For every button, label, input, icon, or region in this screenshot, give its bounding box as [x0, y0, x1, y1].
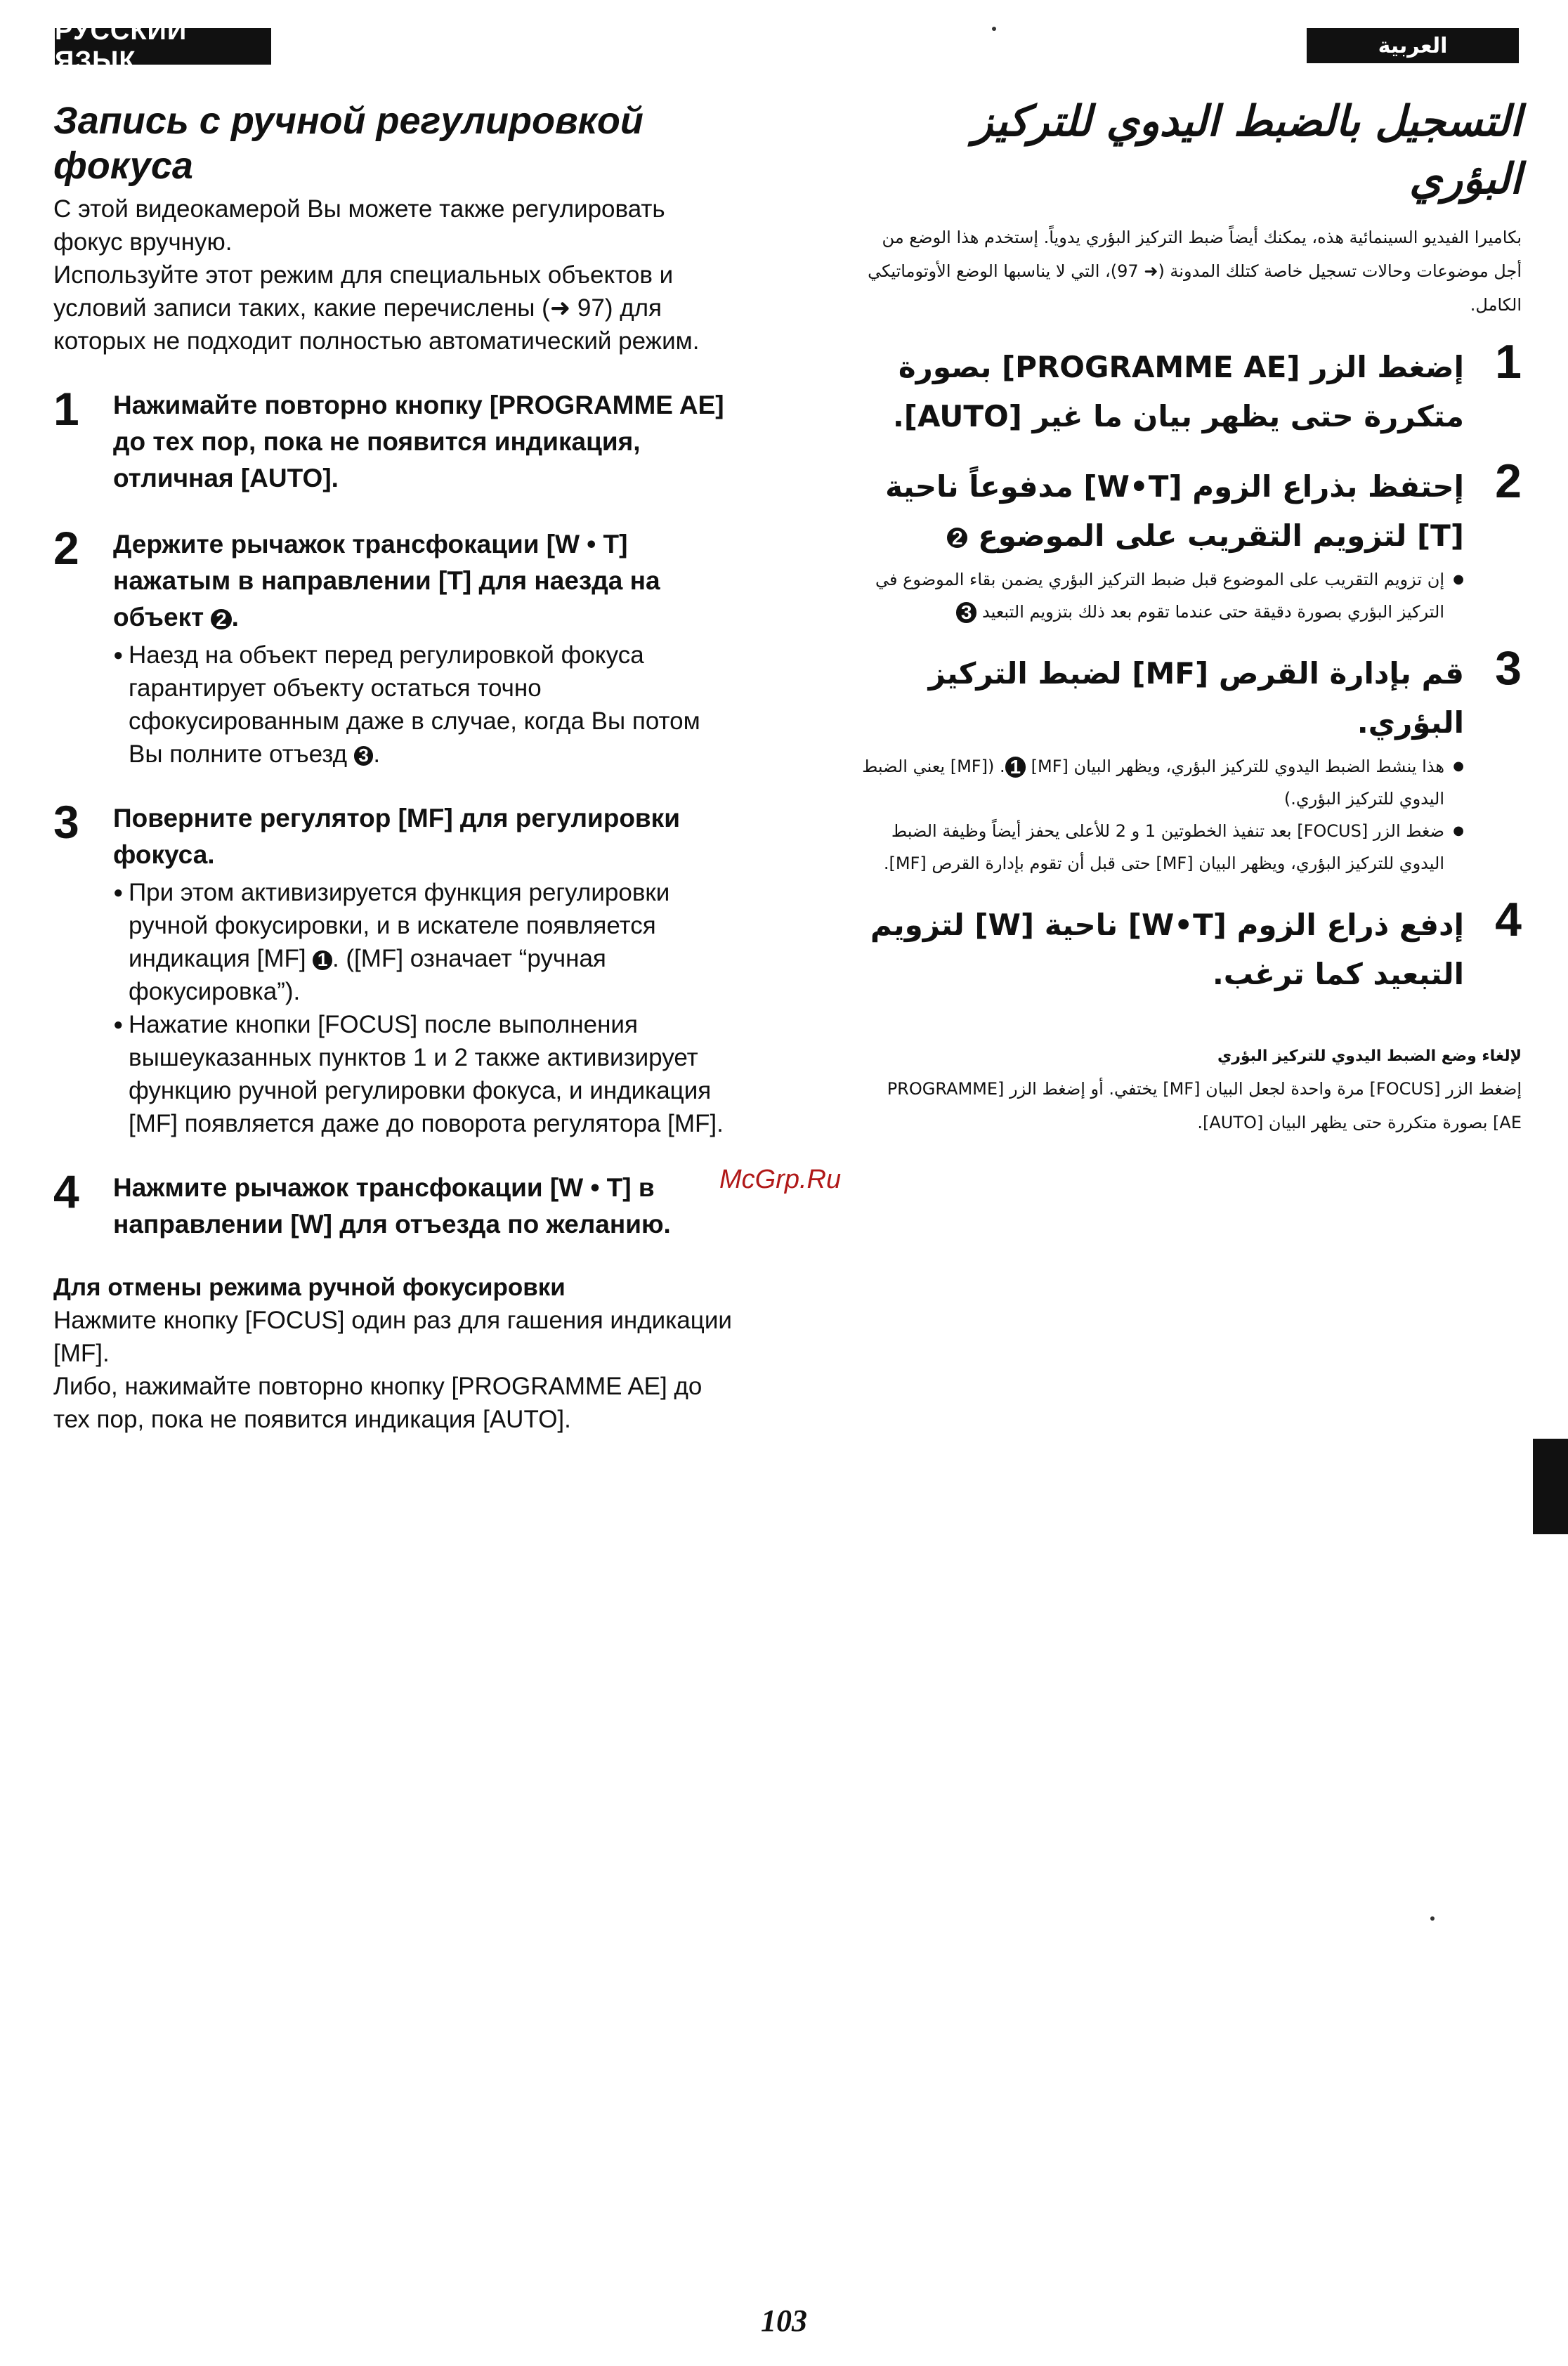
page-number: 103 [761, 2303, 807, 2338]
ru-step-heading-text: Держите рычажок трансфокации [W • T] нажатым в направлении [T] для наезда на объект [113, 530, 660, 632]
ru-cancel-text-2: Либо, нажимайте повторно кнопку [PROGRAMME AE] до тех пор, пока не появится индикация [AUTO]. [53, 1373, 703, 1433]
ar-bullet [858, 750, 1464, 815]
ru-bullet-end: . ([MF] означает “ручная фокусировка”). [129, 945, 606, 1005]
ru-step-heading: Нажимайте повторно кнопку [PROGRAMME AE] до тех пор, пока не появится индикация, отличная [AUTO]. [113, 391, 724, 492]
ar-bullet-text: هذا ينشط الضبط اليدوي للتركيز البؤري، ويظهر البيان [MF] [1031, 757, 1444, 776]
ar-step-heading: إدفع ذراع الزوم [W•T] ناحية [W] لتزويم التبعيد كما ترغب. [870, 908, 1464, 991]
ar-step-heading: إضغط الزر [PROGRAMME AE] بصورة متكررة حتى يظهر بيان ما غير [AUTO]. [892, 350, 1464, 433]
arabic-language-tab: العربية [1307, 28, 1519, 63]
ar-step-heading: قم بإدارة القرص [MF] لضبط التركيز البؤري. [928, 656, 1464, 740]
ru-bullet [113, 876, 735, 1008]
ar-cancel-section [858, 1041, 1522, 1139]
ru-intro-2: Используйте этот режим для специальных объектов и условий записи таких, какие перечислены (➜ 97) для которых не подходит полностью автоматический режим. [53, 261, 700, 355]
side-index-tab [1533, 1439, 1568, 1534]
ru-cancel-text-1: Нажмите кнопку [FOCUS] один раз для гашения индикации [MF]. [53, 1307, 732, 1367]
circled-number-icon: 2 [947, 528, 967, 548]
ru-bullet-end: . [373, 740, 381, 768]
ru-bullet-text: Нажатие кнопки [FOCUS] после выполнения вышеуказанных пунктов 1 и 2 также активизирует функцию ручной регулировки фокуса, и индикация [MF] появляется даже до поворота регулятора [MF]. [129, 1011, 724, 1137]
ar-bullet-text: إن تزويم التقريب على الموضوع قبل ضبط التركيز البؤري يضمن بقاء الموضوع في التركيز البؤري بصورة دقيقة حتى عندما تقوم بعد ذلك بتزويم التبعيد [875, 570, 1444, 622]
circled-number-icon: 2 [211, 609, 231, 629]
ar-bullet [858, 815, 1464, 880]
arabic-column [858, 93, 1522, 1139]
circled-number-icon: 3 [354, 746, 374, 766]
ar-title: التسجيل بالضبط اليدوي للتركيز البؤري [972, 97, 1522, 204]
ar-step-number: 2 [1495, 455, 1522, 508]
ru-step-number: 1 [53, 383, 79, 435]
ar-cancel-title: لإلغاء وضع الضبط اليدوي للتركيز البؤري [1217, 1047, 1522, 1065]
ar-step-number: 1 [1495, 335, 1522, 388]
ar-bullet-text: ضغط الزر [FOCUS] بعد تنفيذ الخطوتين 1 و 2 للأعلى يحفز أيضاً وظيفة الضبط اليدوي للتركيز البؤري، ويظهر البيان [MF] حتى قبل أن تقوم بإدارة القرص [MF]. [883, 821, 1444, 873]
ar-step-heading-text: إحتفظ بذراع الزوم [W•T] مدفوعاً ناحية [T] لتزويم التقريب على الموضوع [885, 469, 1464, 553]
ru-bullet [113, 639, 735, 771]
ru-bullet [113, 1008, 735, 1140]
ru-bullet-list [113, 876, 735, 1140]
ru-step-heading-end: . [231, 603, 239, 632]
ar-bullet-list [858, 750, 1464, 880]
russian-column [53, 98, 735, 1436]
ru-cancel-section [53, 1271, 735, 1436]
scan-speck [992, 27, 996, 31]
ar-bullet [858, 563, 1464, 628]
watermark: McGrp.Ru [719, 1165, 842, 1194]
ru-cancel-title: Для отмены режима ручной фокусировки [53, 1274, 566, 1301]
ru-title: Запись с ручной регулировкой фокуса [53, 100, 643, 187]
ru-step-number: 3 [53, 796, 79, 848]
ar-step-1 [858, 335, 1522, 441]
circled-number-icon: 3 [956, 602, 976, 622]
ar-cancel-text: إضغط الزر [FOCUS] مرة واحدة لجعل البيان [MF] يختفي. أو إضغط الزر [PROGRAMME AE] بصورة متكررة حتى يظهر البيان [AUTO]. [887, 1079, 1522, 1132]
ru-step-1 [53, 383, 735, 497]
ar-bullet-end: . ([MF] يعني الضبط اليدوي للتركيز البؤري.) [862, 757, 1444, 809]
ru-step-3 [53, 796, 735, 1140]
ru-step-2 [53, 522, 735, 771]
ar-step-heading [858, 462, 1464, 561]
ru-bullet-list [113, 639, 735, 771]
russian-language-tab: РУССКИЙ ЯЗЫК [55, 28, 271, 65]
circled-number-icon: 1 [313, 950, 332, 970]
ar-step-number: 3 [1495, 641, 1522, 695]
ar-step-3 [858, 641, 1522, 880]
ru-step-4 [53, 1165, 735, 1243]
ru-intro-1: С этой видеокамерой Вы можете также регулировать фокус вручную. [53, 195, 665, 256]
ar-step-2 [858, 455, 1522, 628]
ru-step-heading [113, 526, 735, 636]
ru-step-number: 2 [53, 522, 79, 574]
ru-bullet-text: При этом активизируется функция регулировки ручной фокусировки, и в искателе появляется индикация [MF] [129, 879, 670, 972]
scan-speck [1430, 1916, 1435, 1921]
ar-step-4 [858, 893, 1522, 999]
ru-step-heading: Поверните регулятор [MF] для регулировки фокуса. [113, 804, 680, 869]
circled-number-icon: 1 [1005, 757, 1026, 777]
ru-step-number: 4 [53, 1165, 79, 1217]
ar-intro: بكاميرا الفيديو السينمائية هذه، يمكنك أيضاً ضبط التركيز البؤري يدوياً. إستخدم هذا الوضع من أجل موضوعات وحالات تسجيل خاصة كتلك المدونة (➜ 97)، التي لا يناسبها الوضع الأوتوماتيكي الكامل. [868, 228, 1522, 315]
ar-step-number: 4 [1495, 893, 1522, 946]
ru-bullet-text: Наезд на объект перед регулировкой фокуса гарантирует объекту остаться точно сфокусированным даже в случае, когда Вы потом Вы полните отъезд [129, 641, 700, 768]
ar-bullet-list [858, 563, 1464, 628]
ru-step-heading: Нажмите рычажок трансфокации [W • T] в направлении [W] для отъезда по желанию. [113, 1173, 671, 1238]
